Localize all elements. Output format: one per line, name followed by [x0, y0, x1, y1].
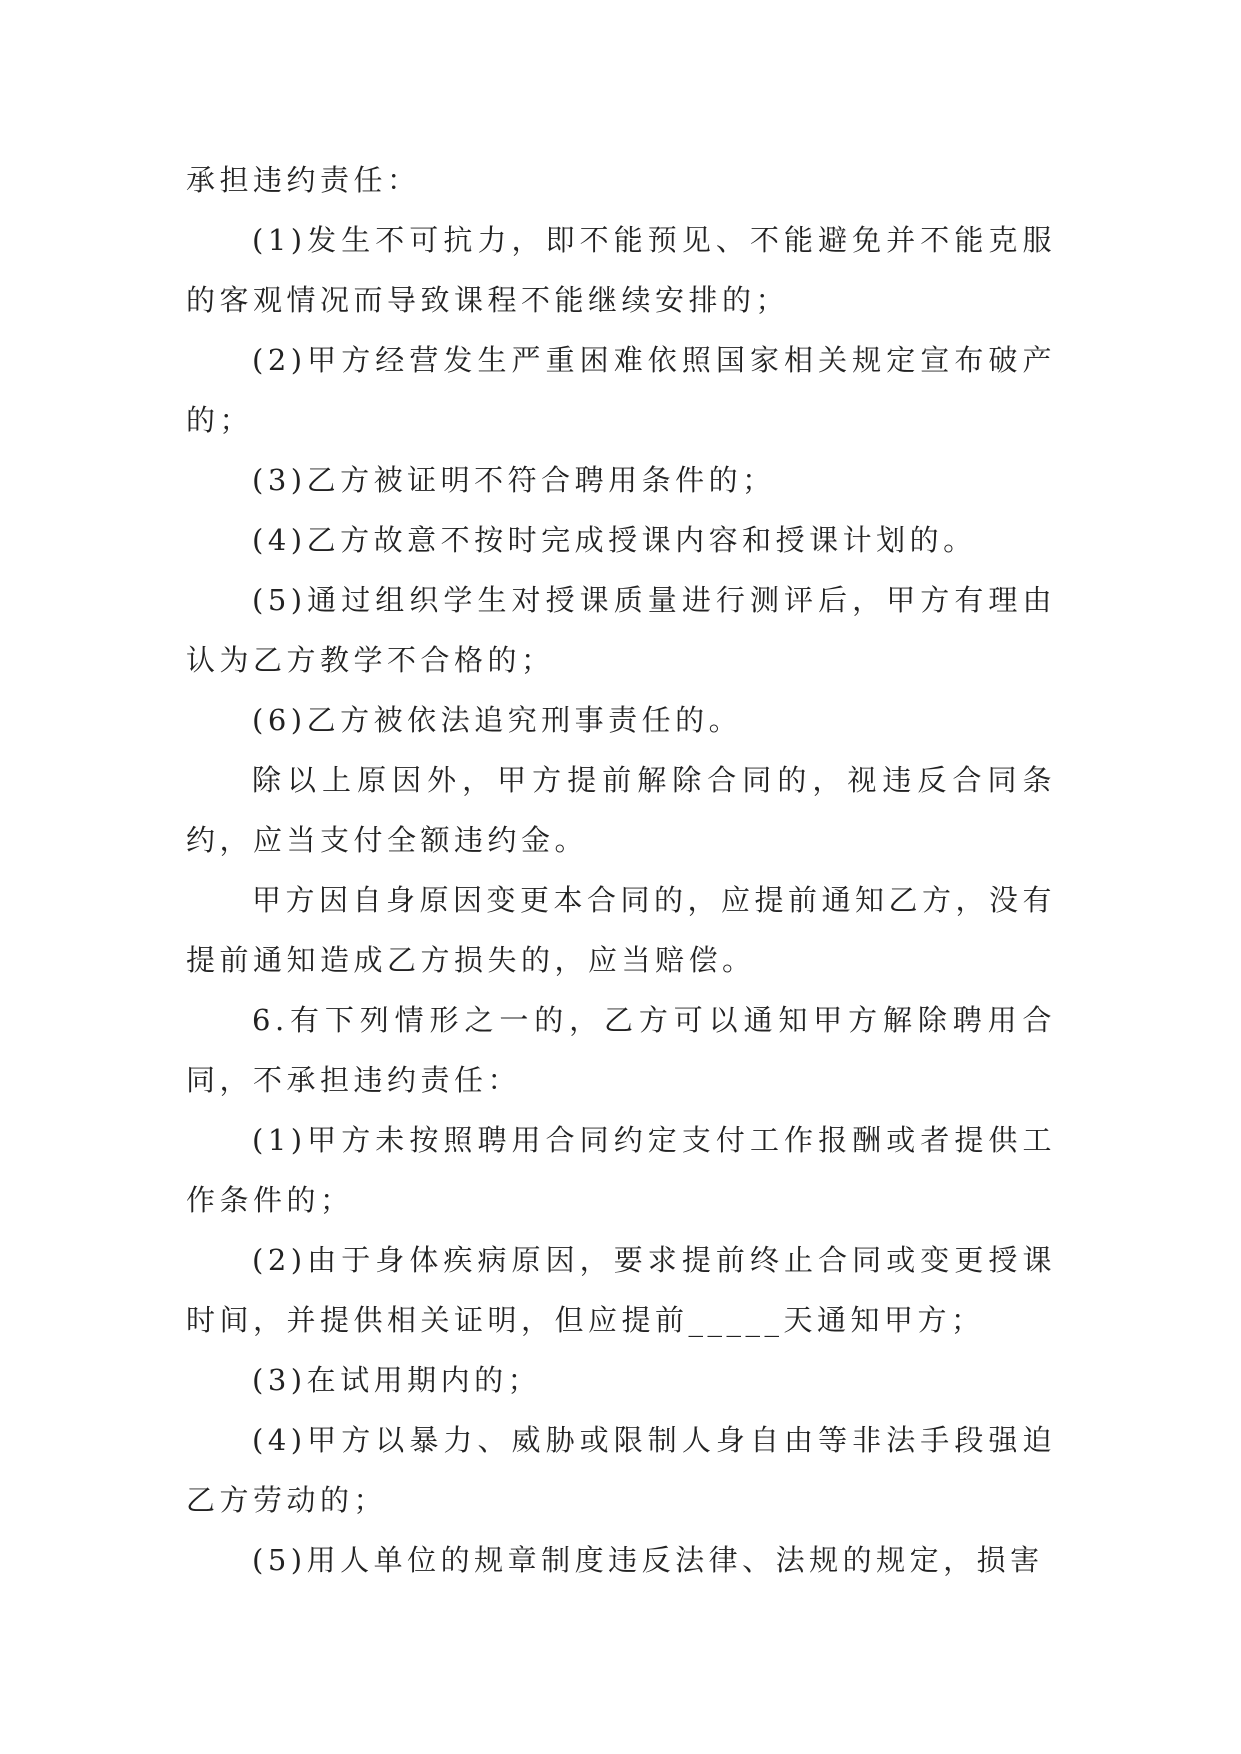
paragraph-section-6-clause-2: (2)由于身体疾病原因，要求提前终止合同或变更授课时间，并提供相关证明，但应提前_____天通知甲方； — [186, 1243, 1056, 1337]
paragraph-early-termination: 除以上原因外，甲方提前解除合同的，视违反合同条约，应当支付全额违约金。 — [186, 763, 1056, 857]
paragraph-continuation: 承担违约责任： — [186, 163, 421, 197]
paragraph-clause-2: (2)甲方经营发生严重困难依照国家相关规定宣布破产的； — [186, 343, 1056, 437]
paragraph-section-6-clause-3: (3)在试用期内的； — [252, 1363, 542, 1397]
paragraph-clause-6: (6)乙方被依法追究刑事责任的。 — [252, 703, 743, 737]
paragraph-section-6: 6.有下列情形之一的，乙方可以通知甲方解除聘用合同，不承担违约责任： — [186, 1003, 1056, 1097]
paragraph-section-6-clause-4: (4)甲方以暴力、威胁或限制人身自由等非法手段强迫乙方劳动的； — [186, 1423, 1056, 1517]
paragraph-contract-change: 甲方因自身原因变更本合同的，应提前通知乙方，没有提前通知造成乙方损失的，应当赔偿。 — [186, 883, 1057, 977]
paragraph-clause-3: (3)乙方被证明不符合聘用条件的； — [252, 463, 776, 497]
paragraph-clause-5: (5)通过组织学生对授课质量进行测评后，甲方有理由认为乙方教学不合格的； — [186, 583, 1056, 677]
contract-text — [186, 150, 1056, 1590]
paragraph-clause-4: (4)乙方故意不按时完成授课内容和授课计划的。 — [252, 523, 977, 557]
paragraph-section-6-clause-5: (5)用人单位的规章制度违反法律、法规的规定，损害 — [252, 1543, 1044, 1577]
paragraph-section-6-clause-1: (1)甲方未按照聘用合同约定支付工作报酬或者提供工作条件的； — [186, 1123, 1056, 1217]
paragraph-clause-1: (1)发生不可抗力，即不能预见、不能避免并不能克服的客观情况而导致课程不能继续安排的； — [186, 223, 1056, 317]
